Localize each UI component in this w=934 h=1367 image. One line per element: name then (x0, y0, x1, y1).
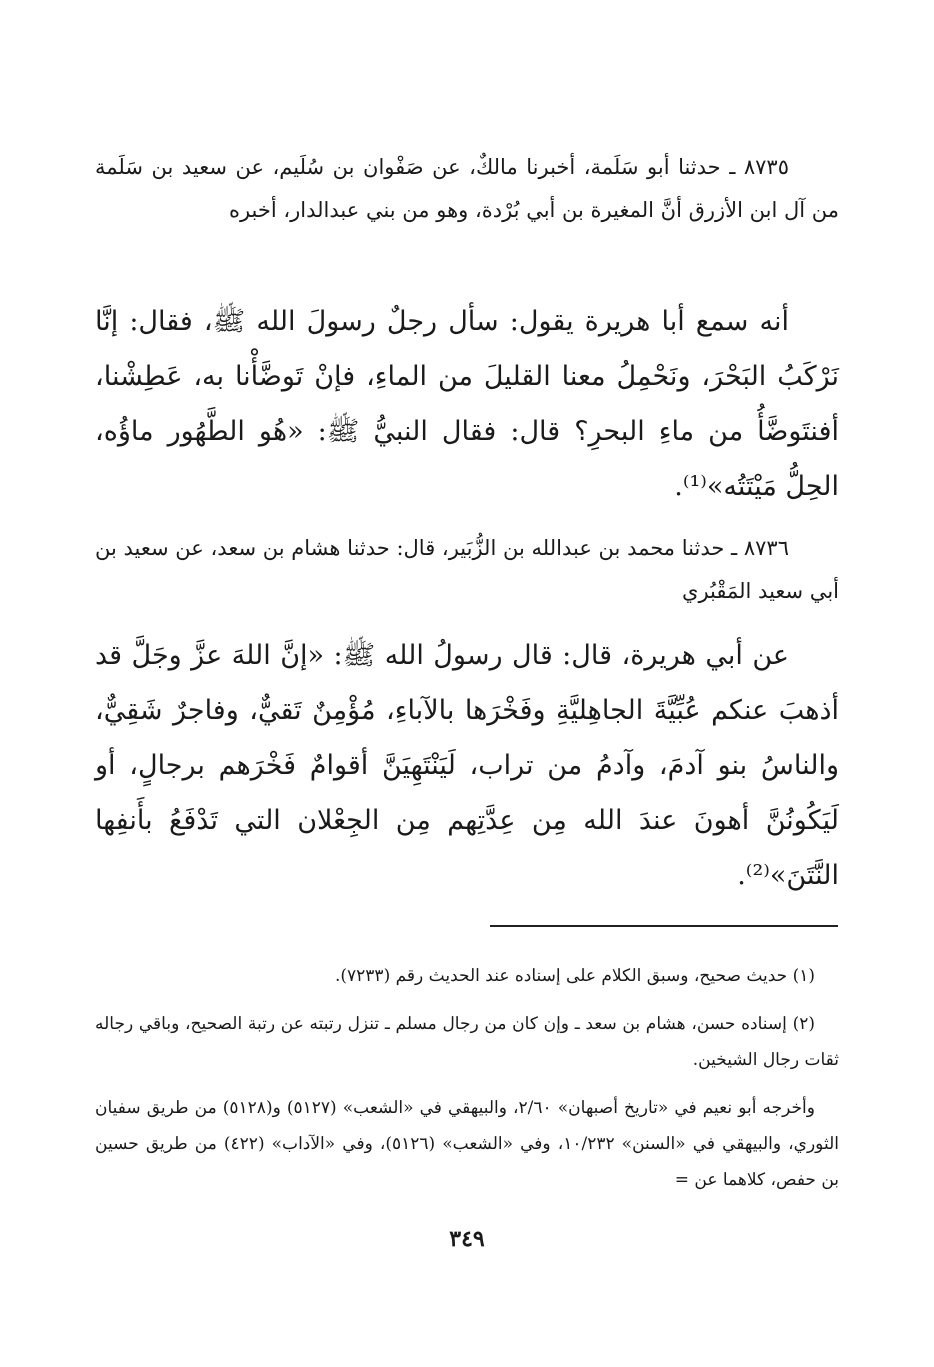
matn-text: عن أبي هريرة، قال: قال رسولُ الله ﷺ: «إنَّ اللهَ عزَّ وجَلَّ قد أذهبَ عنكم عُبِّيَّةَ الجاهِليَّةِ وفَخْرَها بالآباءِ، مُؤْمِنٌ تَقيٌّ، وفاجرٌ شَقِيٌّ، والناسُ بنو آدمَ، وآدمُ من تراب، لَيَنْتَهِيَنَّ أقوامٌ فَخْرَهم برجالٍ، أو لَيَكُونُنَّ أهونَ عندَ الله مِن عِدَّتِهم مِن الجِعْلان التي تَدْفَعُ بأَنفِها النَّتَنَ»⁽²⁾. (95, 640, 839, 891)
footnote-2-continued (95, 1090, 839, 1198)
isnad-text: ٨٧٣٦ ـ حدثنا محمد بن عبدالله بن الزُّبَير، قال: حدثنا هشام بن سعد، عن سعيد بن أبي سعيد المَقْبُري (95, 536, 839, 603)
hadith-8735-matn (95, 294, 839, 514)
footnote-separator (490, 925, 838, 927)
footnote-text: (٢) إسناده حسن، هشام بن سعد ـ وإن كان من رجال مسلم ـ تنزل رتبته عن رتبة الصحيح، وباقي رجاله ثقات رجال الشيخين. (95, 1014, 839, 1070)
isnad-text: ٨٧٣٥ ـ حدثنا أبو سَلَمة، أخبرنا مالكٌ، عن صَفْوان بن سُلَيم، عن سعيد بن سَلَمة من آل ابن الأزرق أنَّ المغيرة بن أبي بُرْدة، وهو من بني عبدالدار، أخبره (95, 155, 839, 222)
footnote-text: وأخرجه أبو نعيم في «تاريخ أصبهان» ٢/٦٠، والبيهقي في «الشعب» (٥١٢٧) و(٥١٢٨) من طريق سفيان الثوري، والبيهقي في «السنن» ١٠/٢٣٢، وفي «الشعب» (٥١٢٦)، وفي «الآداب» (٤٢٢) من طريق حسين بن حفص، كلاهما عن = (95, 1098, 839, 1190)
matn-text: أنه سمع أبا هريرة يقول: سأل رجلٌ رسولَ الله ﷺ، فقال: إنَّا نَرْكَبُ البَحْرَ، ونَحْمِلُ معنا القليلَ من الماءِ، فإنْ تَوضَّأْنا به، عَطِشْنا، أفنتَوضَّأُ من ماءِ البحرِ؟ قال: فقال النبيُّ ﷺ: «هُو الطَّهُور ماؤُه، الحِلُّ مَيْتَتُه»⁽¹⁾. (95, 306, 839, 502)
footnote-text: (١) حديث صحيح، وسبق الكلام على إسناده عند الحديث رقم (٧٢٣٣). (334, 966, 815, 986)
page-number: ٣٤٩ (449, 1226, 485, 1252)
hadith-8736-matn (95, 628, 839, 903)
hadith-8735-isnad (95, 146, 839, 232)
footnote-1 (95, 958, 839, 994)
hadith-8736-isnad (95, 527, 839, 613)
footnote-2 (95, 1006, 839, 1078)
